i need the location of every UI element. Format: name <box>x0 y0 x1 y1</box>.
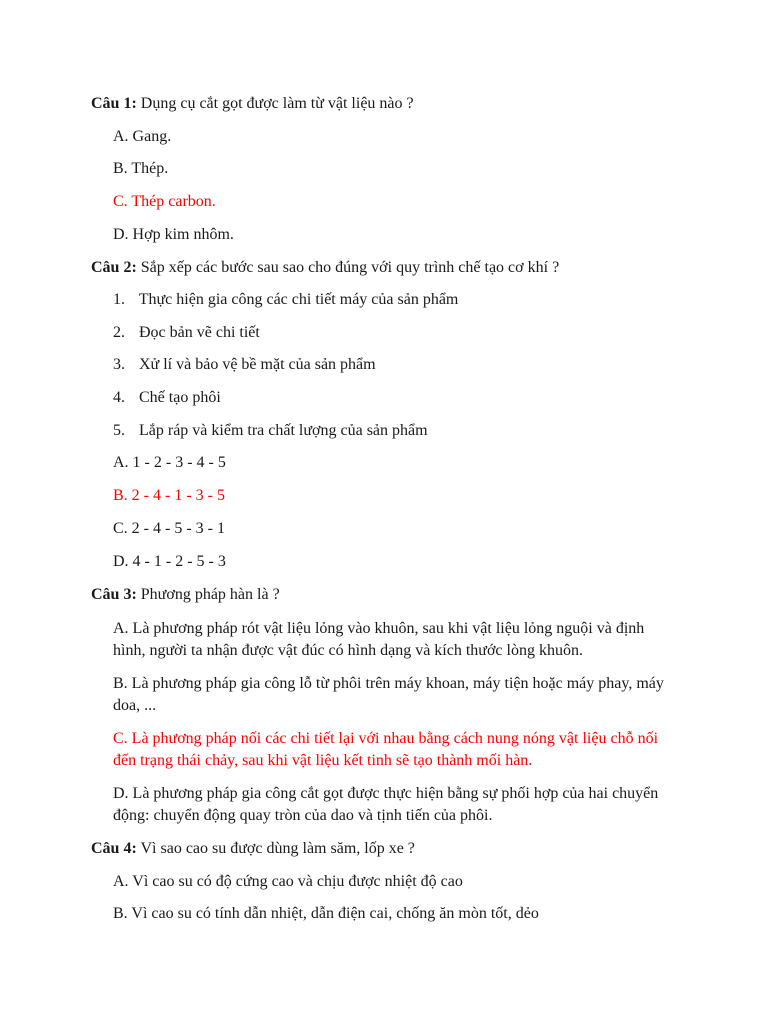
q2-step-5 <box>113 420 428 442</box>
question-2-label: Câu 2: <box>91 259 137 276</box>
question-2 <box>91 257 559 279</box>
step-text: Đọc bản vẽ chi tiết <box>139 324 260 341</box>
step-number: 2. <box>113 324 125 341</box>
q3-option-b: B. Là phương pháp gia công lỗ từ phôi trên máy khoan, máy tiện hoặc máy phay, máy doa, ... <box>113 675 664 714</box>
question-4-label: Câu 4: <box>91 840 137 857</box>
step-number: 1. <box>113 291 125 308</box>
step-number: 4. <box>113 389 125 406</box>
q2-option-b-correct: B. 2 - 4 - 1 - 3 - 5 <box>113 487 225 504</box>
step-number: 5. <box>113 422 125 439</box>
step-text: Xử lí và bảo vệ bề mặt của sản phẩm <box>139 356 376 373</box>
question-3-label: Câu 3: <box>91 586 137 603</box>
step-text: Thực hiện gia công các chi tiết máy của sản phẩm <box>138 291 459 308</box>
q2-option-a: A. 1 - 2 - 3 - 4 - 5 <box>113 454 226 471</box>
q3-option-c-correct: C. Là phương pháp nối các chi tiết lại với nhau bằng cách nung nóng vật liệu chỗ nối đến trạng thái chảy, sau khi vật liệu kết tinh sẽ tạo thành mối hàn. <box>113 730 659 769</box>
q4-option-b: B. Vì cao su có tính dẫn nhiệt, dẫn điện cai, chống ăn mòn tốt, dẻo <box>113 905 539 922</box>
q3-option-d: D. Là phương pháp gia công cắt gọt được thực hiện bằng sự phối hợp của hai chuyển động: chuyển động quay tròn của dao và tịnh tiến của phôi. <box>113 785 659 824</box>
q1-option-c-correct: C. Thép carbon. <box>113 193 216 210</box>
question-2-text: Sắp xếp các bước sau sao cho đúng với quy trình chế tạo cơ khí ? <box>140 259 560 276</box>
step-number: 3. <box>113 356 125 373</box>
q2-step-1 <box>113 289 458 311</box>
step-text: Chế tạo phôi <box>139 389 221 406</box>
q4-option-a: A. Vì cao su có độ cứng cao và chịu được nhiệt độ cao <box>113 873 463 890</box>
question-1-label: Câu 1: <box>91 95 137 112</box>
question-3-text: Phương pháp hàn là ? <box>140 586 280 603</box>
q2-step-2 <box>113 322 260 344</box>
question-1 <box>91 93 414 115</box>
q3-option-a: A. Là phương pháp rót vật liệu lỏng vào khuôn, sau khi vật liệu lỏng nguội và định hình, người ta nhận được vật đúc có hình dạng và kích thước lòng khuôn. <box>113 620 645 659</box>
q1-option-d: D. Hợp kim nhôm. <box>113 226 234 243</box>
q1-option-a: A. Gang. <box>113 128 172 145</box>
question-4 <box>91 838 415 860</box>
q2-step-3 <box>113 354 376 376</box>
q2-step-4 <box>113 387 221 409</box>
q2-option-d: D. 4 - 1 - 2 - 5 - 3 <box>113 553 226 570</box>
q1-option-b: B. Thép. <box>113 160 169 177</box>
question-4-text: Vì sao cao su được dùng làm săm, lốp xe ? <box>140 840 415 857</box>
question-3 <box>91 584 280 606</box>
q2-option-c: C. 2 - 4 - 5 - 3 - 1 <box>113 520 225 537</box>
question-1-text: Dụng cụ cắt gọt được làm từ vật liệu nào ? <box>140 95 414 112</box>
step-text: Lắp ráp và kiểm tra chất lượng của sản phẩm <box>139 422 428 439</box>
